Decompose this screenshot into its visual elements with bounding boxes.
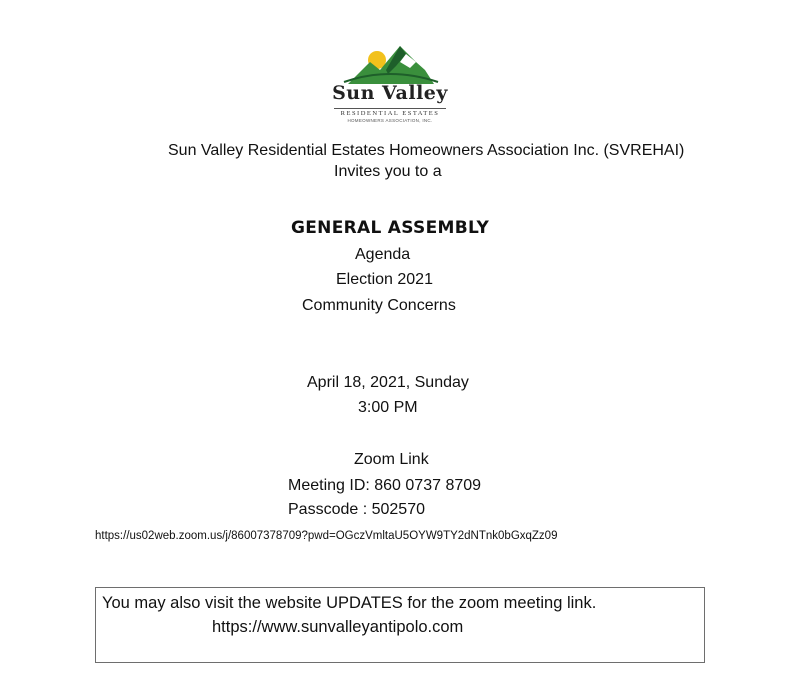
agenda-item: Community Concerns [302,297,456,314]
logo-subtitle: RESIDENTIAL ESTATES [334,108,446,117]
passcode: Passcode : 502570 [288,501,425,518]
logo-name: Sun Valley [332,82,448,104]
agenda-item: Election 2021 [336,271,433,288]
organization-line: Sun Valley Residential Estates Homeowners Association Inc. (SVREHAI) [168,142,685,159]
event-title: GENERAL ASSEMBLY [291,218,490,238]
logo-tagline: HOMEOWNERS ASSOCIATION, INC. [347,118,433,123]
agenda-item: Agenda [355,246,411,263]
notice-box [95,587,705,663]
event-time: 3:00 PM [358,399,418,416]
invites-line: Invites you to a [334,163,442,180]
event-date: April 18, 2021, Sunday [307,374,469,391]
meeting-id: Meeting ID: 860 0737 8709 [288,477,482,494]
zoom-url-link[interactable]: https://us02web.zoom.us/j/86007378709?pwd=OGczVmltaU5OYW9TY2dNTnk0bGxqZz09 [95,530,558,542]
notice-text: You may also visit the website UPDATES for the zoom meeting link. [102,594,597,612]
website-link[interactable]: https://www.sunvalleyantipolo.com [212,618,464,636]
zoom-label: Zoom Link [354,451,429,468]
